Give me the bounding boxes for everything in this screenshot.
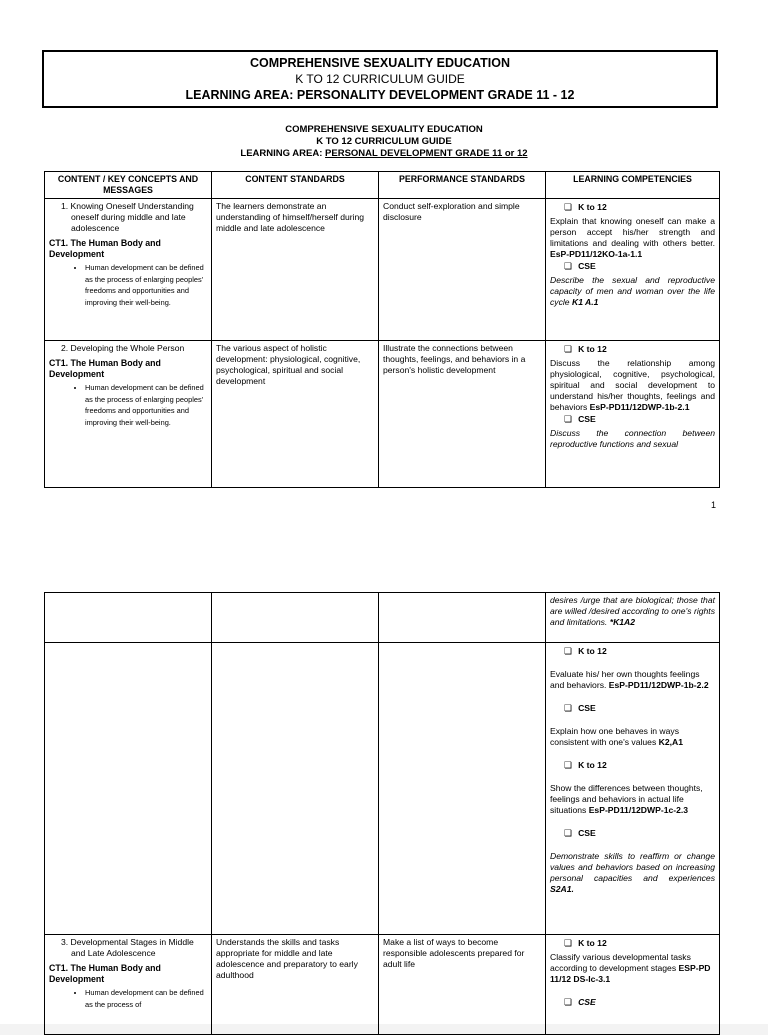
- ct-label: CT1. The Human Body and Development: [49, 358, 161, 379]
- competency-text: Explain that knowing oneself can make a person accept his/her strength and limitations and dealing with others better.: [550, 216, 715, 248]
- bullet-text: • Human development can be defined as the process of enlarging peoples' freedoms and opportunities and improving their well-being.: [85, 262, 207, 308]
- checkbox-k12: ❏ K to 12: [550, 760, 715, 771]
- table-row: [45, 643, 720, 935]
- ct-label: CT1. The Human Body and Development: [49, 238, 161, 259]
- subheader-line2: K TO 12 CURRICULUM GUIDE: [316, 136, 452, 147]
- cell-content-standard: The various aspect of holistic development: physiological, cognitive, psychological, spiritual and social development: [212, 341, 379, 488]
- competency-code: *K1A2: [609, 617, 636, 627]
- competency-text: Discuss the connection between reproductive functions and sexual: [550, 428, 715, 449]
- table-row: [45, 199, 720, 341]
- ct-label: CT1. The Human Body and Development: [49, 963, 161, 984]
- competency-code: EsP-PD11/12DWP-1b-2.1: [589, 402, 690, 412]
- checkbox-cse: ❏ CSE: [550, 828, 715, 839]
- item-title: 3. Developmental Stages in Middle and Late Adolescence: [61, 937, 194, 958]
- bullet-text: • Human development can be defined as the process of enlarging peoples' freedoms and opportunities and improving their well-being.: [85, 382, 207, 428]
- checkbox-cse: ❏ CSE: [550, 261, 715, 272]
- cell-performance-standard: Make a list of ways to become responsible adolescents prepared for adult life: [379, 935, 546, 1035]
- bullet-text: • Human development can be defined as the process of: [85, 987, 207, 1010]
- subheader-line3: LEARNING AREA: PERSONAL DEVELOPMENT GRADE 11 or 12: [240, 148, 528, 159]
- col-header-content: CONTENT / KEY CONCEPTS AND MESSAGES: [45, 172, 212, 199]
- cell-competencies: [546, 593, 720, 643]
- competency-text: Explain how one behaves in ways consistent with one's values: [550, 726, 679, 747]
- competency-code: K2,A1: [658, 737, 684, 747]
- header-title: COMPREHENSIVE SEXUALITY EDUCATION: [250, 56, 510, 70]
- header-learning-area: LEARNING AREA: PERSONALITY DEVELOPMENT GRADE 11 - 12: [185, 88, 575, 102]
- col-header-learning-competencies: LEARNING COMPETENCIES: [546, 172, 720, 199]
- table-row: [45, 935, 720, 1035]
- item-title: 1. Knowing Oneself Understanding oneself during middle and late adolescence: [61, 201, 194, 233]
- competency-code: ESP-PD 11/12 DS-Ic-3.1: [550, 963, 711, 984]
- table-header-row: [45, 172, 720, 199]
- cell-performance-standard: Conduct self-exploration and simple disclosure: [379, 199, 546, 341]
- document-header: [42, 50, 718, 108]
- col-header-content-standards: CONTENT STANDARDS: [212, 172, 379, 199]
- competency-text: Describe the sexual and reproductive capacity of men and woman over the life cycle: [550, 275, 715, 307]
- cell-competencies: [546, 935, 720, 1035]
- cell-competencies: [546, 341, 720, 488]
- col-header-performance-standards: PERFORMANCE STANDARDS: [379, 172, 546, 199]
- curriculum-table-continued: [44, 592, 720, 1035]
- competency-text: Demonstrate skills to reaffirm or change values and behaviors based on increasing personal capacities and experiences: [550, 851, 715, 883]
- cell-content-standard: The learners demonstrate an understanding of himself/herself during middle and late adolescence: [212, 199, 379, 341]
- cell-competencies: [546, 643, 720, 935]
- cell-content-standard: Understands the skills and tasks appropriate for middle and late adolescence and preparatory to early adulthood: [212, 935, 379, 1035]
- checkbox-k12: ❏ K to 12: [550, 646, 715, 657]
- competency-code: EsP-PD11/12KO-1a-1.1: [550, 249, 643, 259]
- competency-text: Show the differences between thoughts, feelings and behaviors in actual life situations: [550, 783, 703, 815]
- competency-code: EsP-PD11/12DWP-1c-2.3: [588, 805, 689, 815]
- checkbox-cse: ❏ CSE: [550, 703, 715, 714]
- competency-code: S2A1.: [550, 884, 574, 894]
- checkbox-k12: ❏ K to 12: [550, 938, 715, 949]
- competency-text: Discuss the relationship among physiological, cognitive, psychological, spiritual and social development to understand his/her thoughts, feelings and behaviors: [550, 358, 715, 412]
- page-2: [0, 520, 768, 1024]
- competency-text: Classify various developmental tasks according to development stages: [550, 952, 691, 973]
- cell-content: [45, 199, 212, 341]
- checkbox-k12: ❏ K to 12: [550, 344, 715, 355]
- competency-code: EsP-PD11/12DWP-1b-2.2: [608, 680, 709, 690]
- competency-text: Evaluate his/ her own thoughts feelings and behaviors.: [550, 669, 700, 690]
- item-title: 2. Developing the Whole Person: [61, 343, 185, 353]
- competency-text: desires /urge that are biological; those that are willed /desired according to one's rights and limitations.: [550, 595, 715, 627]
- cell-competencies: [546, 199, 720, 341]
- checkbox-cse: ❏ CSE: [550, 997, 715, 1008]
- table-row: [45, 341, 720, 488]
- table-row: [45, 593, 720, 643]
- curriculum-table: [44, 171, 720, 488]
- checkbox-k12: ❏ K to 12: [550, 202, 715, 213]
- cell-content: [45, 341, 212, 488]
- cell-performance-standard: Illustrate the connections between thoughts, feelings, and behaviors in a person's holistic development: [379, 341, 546, 488]
- header-subtitle: K TO 12 CURRICULUM GUIDE: [295, 72, 465, 86]
- checkbox-cse: ❏ CSE: [550, 414, 715, 425]
- competency-code: K1 A.1: [571, 297, 599, 307]
- cell-content: [45, 935, 212, 1035]
- sub-header: [0, 124, 768, 160]
- subheader-line1: COMPREHENSIVE SEXUALITY EDUCATION: [285, 124, 483, 135]
- page-number: 1: [711, 500, 717, 510]
